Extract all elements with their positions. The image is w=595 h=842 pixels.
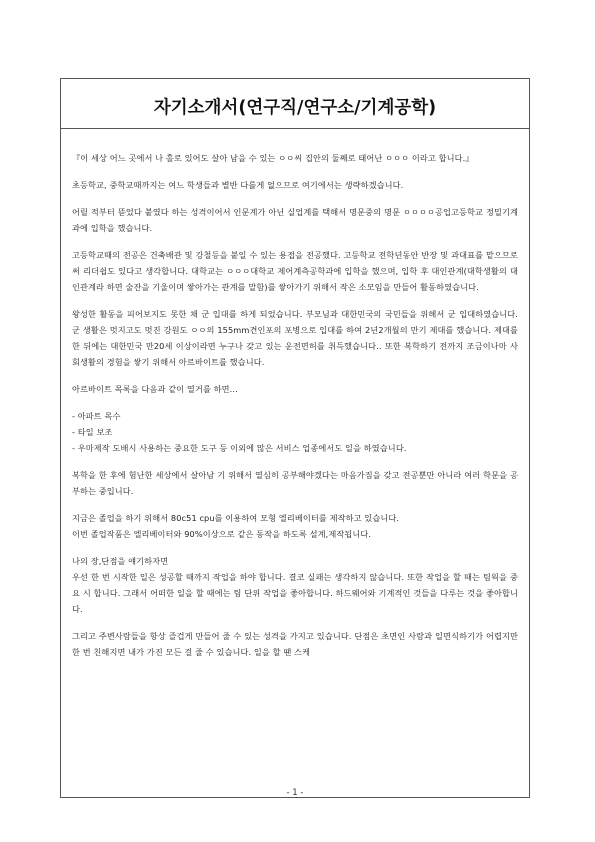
list-item: - 아파트 목수 [72, 411, 121, 421]
personality-paragraph: 그리고 주변사람들을 항상 즐겁게 만들어 줄 수 있는 성격을 가지고 있습니다. 단점은 초면인 사람과 일면식하기가 어렵지만 한 번 친해지면 내가 가진 모든 걸 줄 수 있습니다. 일을 할 땐 스케 [72, 631, 518, 657]
intro-paragraph: 『이 세상 어느 곳에서 나 홀로 있어도 살아 남을 수 있는 ㅇㅇ씨 집안의 둘째로 태어난 ㅇㅇㅇ 이라고 합니다.』 [72, 153, 474, 163]
highschool-paragraph: 고등학교때의 전공은 건축배관 및 강철등을 붙일 수 있는 용접을 전공했다. 고등학교 전학년동안 반장 및 과대표를 맡으므로써 리더쉽도 있다고 생각합니다. 대학교는 ㅇㅇㅇ대학교 제어계측공학과에 입학을 했으며, 입학 후 대인관계(대학생활의 대인관계라 하면 술잔을 기울이며 쌓아가는 관계를 말함)를 쌓아가기 위해서 작은 소모임을 만들어 활동하였습니다. [72, 250, 518, 292]
document-title: 자기소개서(연구직/연구소/기계공학) [153, 98, 437, 118]
list-item: - 타일 보조 [72, 427, 113, 437]
page-number: - 1 - [286, 788, 304, 798]
document-body [72, 150, 518, 671]
project-line: 이번 졸업작품은 엘리베이터와 90%이상으로 같은 동작을 하도록 설계,제작됩니다. [72, 529, 372, 539]
parttime-intro: 아르바이트 목록을 다음과 같이 열거를 하면... [72, 384, 238, 394]
school-paragraph: 초등학교, 중학교때까지는 여느 학생들과 별반 다를게 없으므로 여기에서는 생략하겠습니다. [72, 180, 404, 190]
parttime-list [72, 408, 518, 456]
strengths-heading: 나의 장,단점을 얘기하자면 [72, 556, 169, 566]
list-item: - 우마제작 도배시 사용하는 중요한 도구 등 이외에 많은 서비스 업종에서도 일을 하였습니다. [72, 443, 407, 453]
military-paragraph: 왕성한 활동을 피어보지도 못한 채 군 입대를 하게 되었습니다. 부모님과 대한민국의 국민들을 위해서 군 입대하였습니다. 군 생활은 멋지고도 멋진 강원도 ㅇㅇ의 155mm견인포의 포병으로 입대를 하여 2년2개월의 만기 제대를 했습니다. 제대를 한 뒤에는 대한민국 만20세 이상이라면 누구나 갖고 있는 운전면허를 취득했습니다.. 또한 복학하기 전까지 조금이나마 사회생활의 경험을 쌓기 위해서 아르바이트를 했습니다. [72, 309, 518, 367]
strengths-block [72, 553, 518, 617]
project-block [72, 510, 518, 542]
title-divider [60, 128, 530, 129]
study-paragraph: 복학을 한 후에 험난한 세상에서 살아남 기 위해서 열심히 공부해야겠다는 마음가짐을 갖고 전공뿐만 아니라 여러 학문을 공부하는 중입니다. [72, 470, 518, 496]
strengths-text: 우선 한 번 시작한 일은 성공할 때까지 작업을 하야 합니다. 결코 실패는 생각하지 않습니다. 또한 작업을 할 때는 팀웍을 중요 시 합니다. 그래서 어떠한 일을 할 때에는 팀 단위 작업을 좋아합니다. 하드웨어와 기계적인 것들을 다루는 것을 좋아합니다. [72, 572, 518, 614]
childhood-paragraph: 어릴 적부터 뜯었다 붙였다 하는 성격이어서 인문계가 아닌 실업계를 택해서 명문중의 명문 ㅇㅇㅇㅇ공업고등학교 정밀기계과에 입학을 했습니다. [72, 207, 518, 233]
project-line: 지금은 졸업을 하기 위해서 80c51 cpu를 이용하여 모형 엘리베이터를 제작하고 있습니다. [72, 513, 400, 523]
